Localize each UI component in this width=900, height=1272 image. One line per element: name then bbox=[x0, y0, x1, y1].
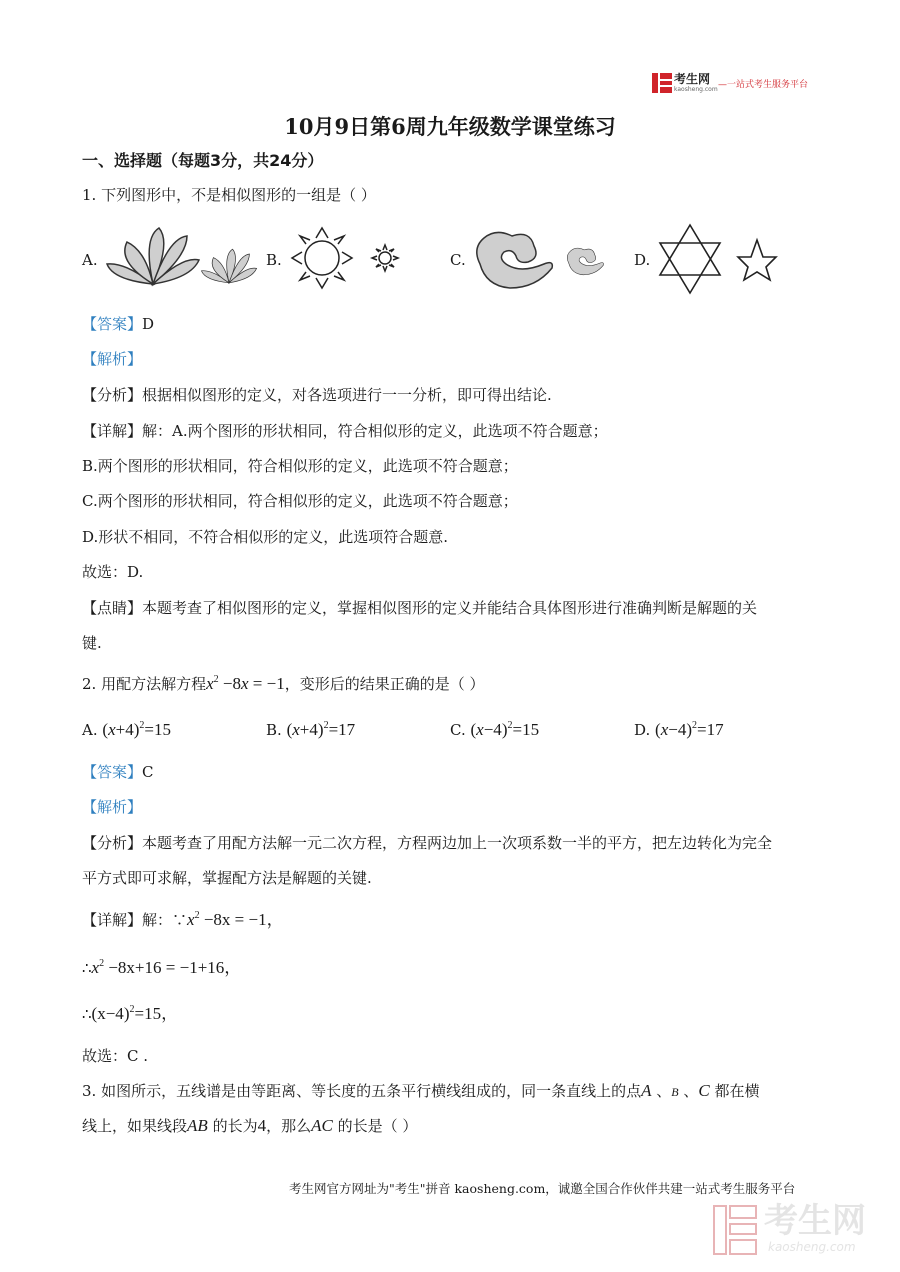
sun-figure-icon bbox=[288, 224, 408, 294]
q1-stem: 1. 下列图形中，不是相似图形的一组是（ ） bbox=[82, 186, 376, 204]
q1-fenxi: 【分析】根据相似图形的定义，对各选项进行一一分析，即可得出结论. bbox=[82, 386, 552, 404]
star-figure-icon bbox=[656, 222, 780, 296]
q1-dianjing: 【点睛】本题考查了相似图形的定义，掌握相似图形的定义并能结合具体图形进行准确判断是解题的关 bbox=[82, 599, 758, 617]
q2-option-a: A. $(x+4)^2=15$ bbox=[82, 720, 171, 739]
q1-option-b: B. bbox=[266, 251, 282, 269]
q2-option-b: B. $(x+4)^2=17$ bbox=[266, 720, 356, 739]
q2-fenxi-cont: 平方式即可求解，掌握配方法是解题的关键. bbox=[82, 869, 372, 887]
q2-analysis-tag: 【解析】 bbox=[82, 798, 143, 816]
q2-step2: $\therefore x^2 -8x+16 = -1+16$， bbox=[82, 958, 242, 977]
kaosheng-logo-icon bbox=[652, 73, 672, 93]
q1-dianjing-cont: 键. bbox=[82, 634, 102, 652]
watermark-logo-icon bbox=[712, 1204, 758, 1256]
q1-xiangjie: 【详解】解：A.两个图形的形状相同，符合相似形的定义，此选项不符合题意； bbox=[82, 422, 608, 440]
q1-option-d: D. bbox=[634, 251, 651, 269]
q2-fenxi: 【分析】本题考查了用配方法解一元二次方程，方程两边加上一次项系数一半的平方，把左边转化为完全 bbox=[82, 834, 773, 852]
q1-option-c: C. bbox=[450, 251, 466, 269]
q1-line-b: B.两个图形的形状相同，符合相似形的定义，此选项不符合题意； bbox=[82, 457, 518, 475]
kaosheng-watermark bbox=[712, 1200, 882, 1260]
q1-line-d: D.形状不相同，不符合相似形的定义，此选项符合题意. bbox=[82, 528, 449, 546]
q2-stem: 2. 用配方法解方程$x^2 -8x = -1$，变形后的结果正确的是（ ） bbox=[82, 674, 485, 693]
shell-figure-icon bbox=[103, 226, 258, 288]
q1-choice: 故选：D. bbox=[82, 563, 144, 581]
q1-answer: 【答案】D bbox=[82, 315, 155, 333]
q2-xiangjie: 【详解】解：$\because x^2 -8x = -1$， bbox=[82, 910, 284, 929]
q1-option-a: A. bbox=[82, 251, 98, 269]
watermark-text: 考生网 bbox=[764, 1201, 866, 1241]
page-title: 10月9日第6周九年级数学课堂练习 bbox=[284, 114, 616, 139]
q2-step3: $\therefore(x-4)^2=15$， bbox=[82, 1004, 179, 1023]
q3-line1: 3. 如图所示，五线谱是由等距离、等长度的五条平行横线组成的，同一条直线上的点A 、B 、C 都在横 bbox=[82, 1081, 760, 1100]
logo-name: 考生网 bbox=[674, 72, 711, 86]
q2-choice: 故选：C . bbox=[82, 1047, 149, 1065]
q2-option-d: D. $(x-4)^2=17$ bbox=[634, 720, 724, 739]
q2-option-c: C. $(x-4)^2=15$ bbox=[450, 720, 540, 739]
q1-analysis-tag: 【解析】 bbox=[82, 350, 143, 368]
section-heading: 一、选择题（每题3分，共24分） bbox=[82, 151, 324, 170]
logo-slogan: —一站式考生服务平台 bbox=[718, 80, 809, 90]
watermark-url: kaosheng.com bbox=[768, 1240, 856, 1254]
cloud-figure-icon bbox=[470, 228, 610, 294]
footer-note: 考生网官方网址为"考生"拼音 kaosheng.com，诚邀全国合作伙伴共建一站式考生服务平台 bbox=[289, 1181, 796, 1196]
q2-answer: 【答案】C bbox=[82, 763, 154, 781]
q1-line-c: C.两个图形的形状相同，符合相似形的定义，此选项不符合题意； bbox=[82, 492, 518, 510]
logo-url: kaosheng.com bbox=[674, 86, 718, 93]
q3-line2: 线上，如果线段AB 的长为4，那么AC 的长是（ ） bbox=[82, 1116, 418, 1135]
